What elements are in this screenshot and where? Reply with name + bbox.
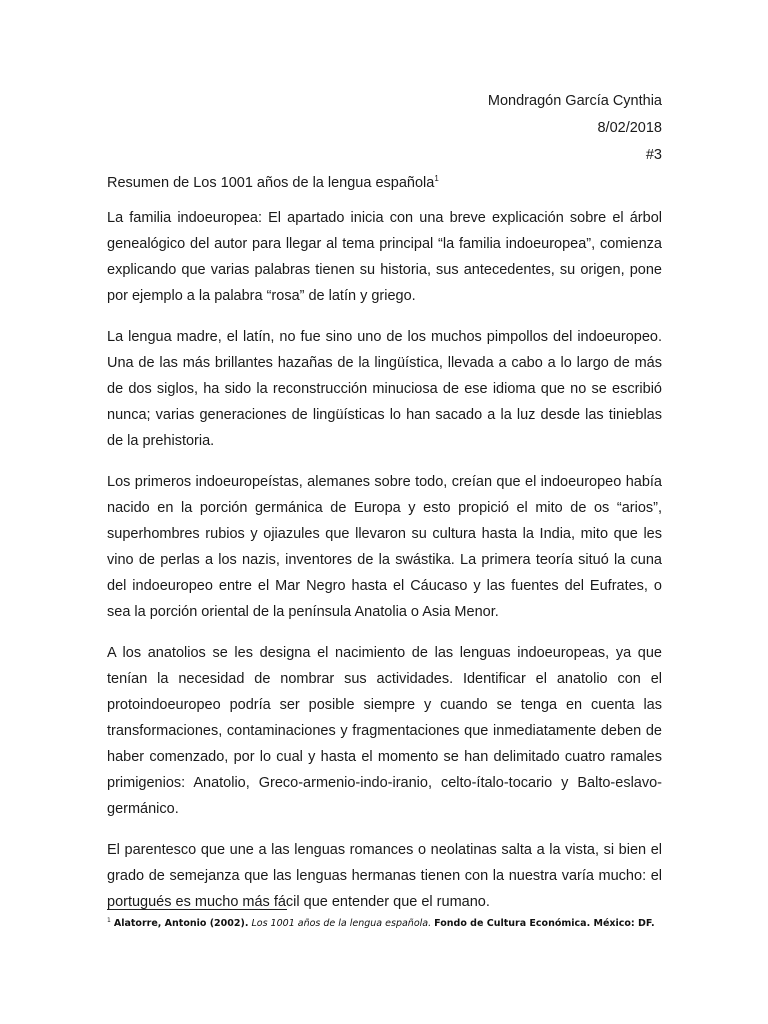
paragraph-parentesco: El parentesco que une a las lenguas romances o neolatinas salta a la vista, si bien el grado de semejanza que las lenguas hermanas tienen con la nuestra varía mucho: el portugués es mucho más fácil que entender que el rumano. (107, 842, 662, 910)
footnote-book-title: Los 1001 años de la lengua española. (251, 918, 432, 929)
document-title (107, 172, 439, 194)
footnote-marker: 1 (107, 916, 111, 924)
footnote-author: Alatorre, Antonio (2002). (113, 918, 249, 929)
paragraph-anatolios: A los anatolios se les designa el nacimiento de las lenguas indoeuropeas, ya que tenían la necesidad de nombrar sus actividades. Identificar el anatolio con el protoindoeuropeo podría ser posible siempre y cuando se tenga en cuenta las transformaciones, contaminaciones y fragmentaciones que inmediatamente deben de haber comenzado, por lo cual y hasta el momento se han delimitado cuatro ramales primigenios: Anatolio, Greco-armenio-indo-iranio, celto-ítalo-tocario y Balto-eslavo-germánico. (107, 645, 662, 817)
paragraph-lengua-madre: La lengua madre, el latín, no fue sino uno de los muchos pimpollos del indoeuropeo. Una de las más brillantes hazañas de la lingüística, llevada a cabo a lo largo de más de dos siglos, ha sido la reconstrucción minuciosa de ese idioma que no se escribió nunca; varias generaciones de lingüísticas lo han sacado a la luz desde las tinieblas de la prehistoria. (107, 329, 662, 449)
document-number: #3 (645, 147, 662, 163)
paragraph-primeros-indoeuropeistas: Los primeros indoeuropeístas, alemanes sobre todo, creían que el indoeuropeo había nacido en la porción germánica de Europa y esto propició el mito de os “arios”, superhombres rubios y ojiazules que llevaron su cultura hasta la India, mito que les vino de perlas a los nazis, inventores de la swástika. La primera teoría situó la cuna del indoeuropeo entre el Mar Negro hasta el Cáucaso y las fuentes del Eufrates, o sea la porción oriental de la península Anatolia o Asia Menor. (107, 474, 662, 620)
footnote (107, 917, 655, 931)
title-footnote-marker: 1 (434, 174, 439, 184)
author-name: Mondragón García Cynthia (487, 93, 662, 109)
document-title-text: Resumen de Los 1001 años de la lengua española (107, 175, 435, 191)
footnote-publisher: Fondo de Cultura Económica. México: DF. (434, 918, 655, 929)
document-date: 8/02/2018 (597, 120, 662, 136)
document-header (488, 88, 662, 169)
paragraph-familia-indoeuropea: La familia indoeuropea: El apartado inicia con una breve explicación sobre el árbol genealógico del autor para llegar al tema principal “la familia indoeuropea”, comienza explicando que varias palabras tienen su historia, sus antecedentes, su origen, pone por ejemplo a la palabra “rosa” de latín y griego. (107, 210, 662, 304)
footnote-divider (107, 909, 287, 910)
document-body (107, 205, 662, 930)
